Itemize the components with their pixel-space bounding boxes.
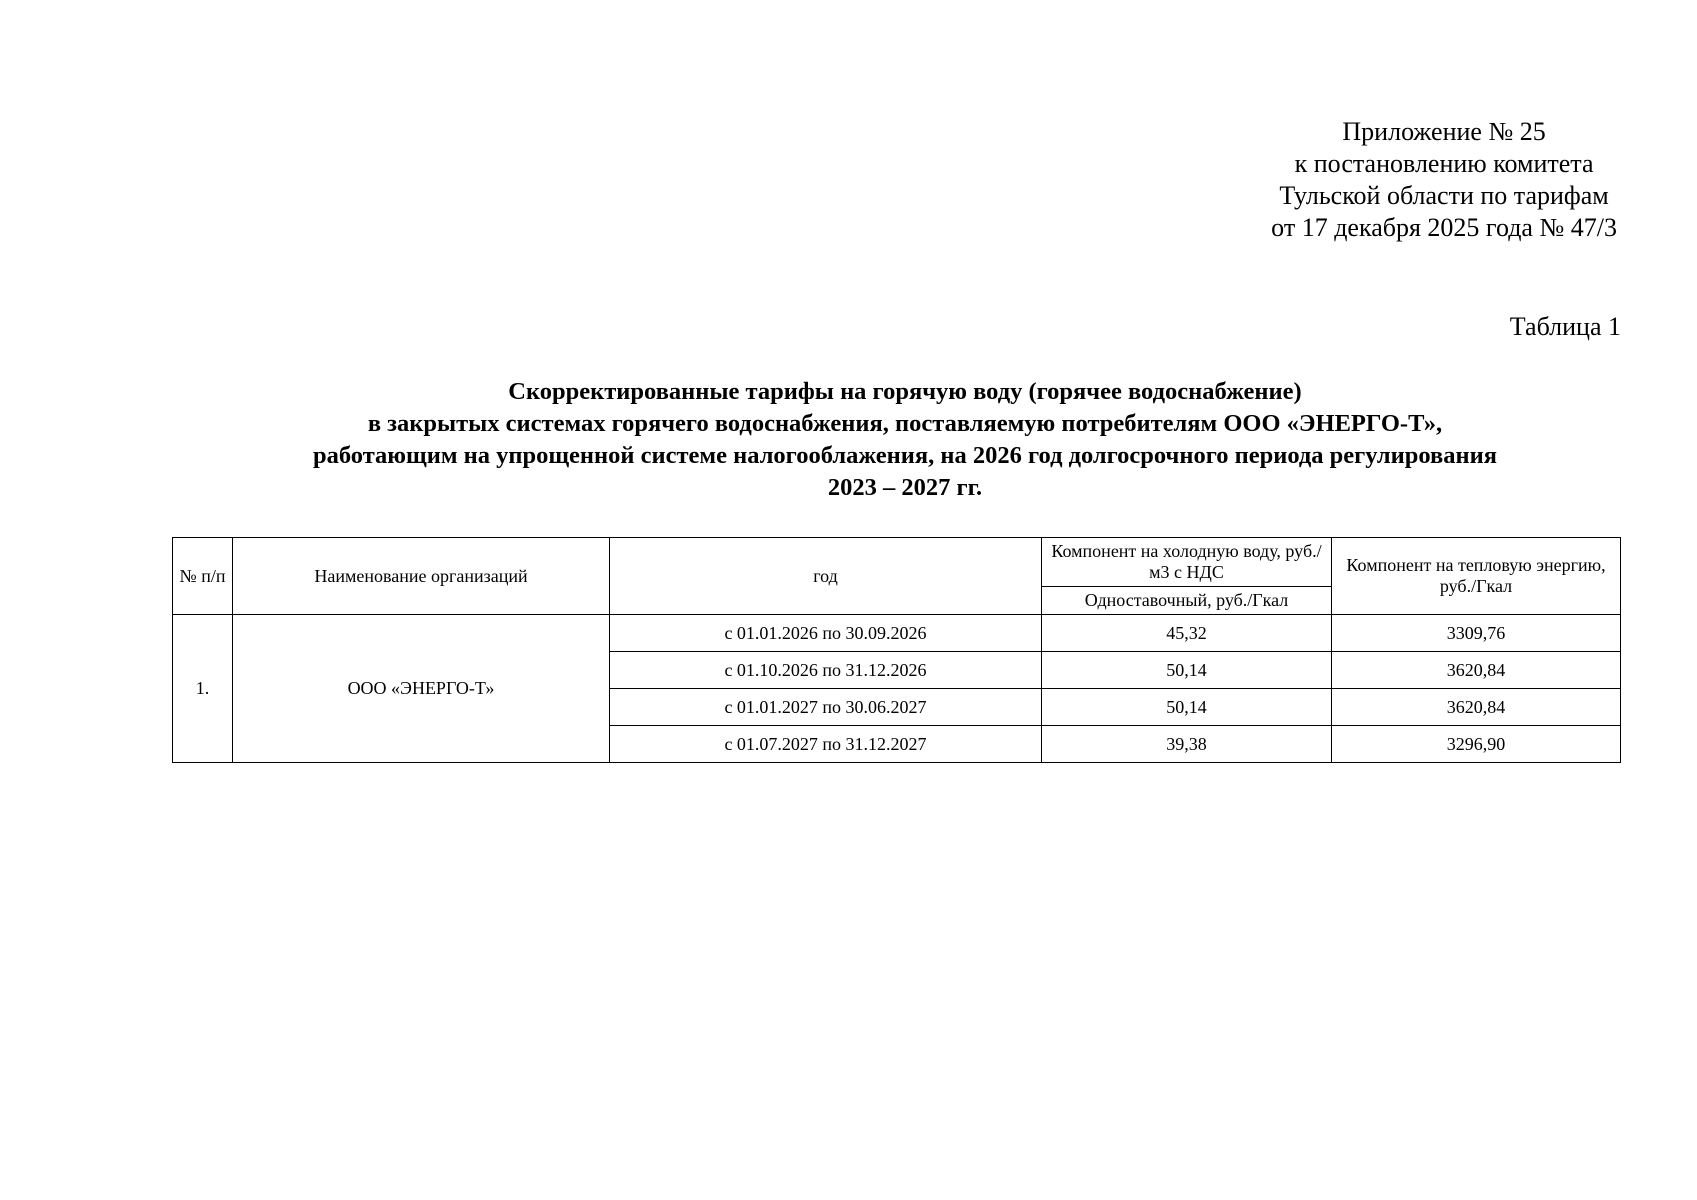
cold-water-cell: 45,32	[1042, 615, 1332, 652]
table-number: Таблица 1	[1509, 312, 1621, 341]
heat-energy-cell: 3309,76	[1332, 615, 1621, 652]
header-num: № п/п	[173, 538, 233, 615]
appendix-line: от 17 декабря 2025 года № 47/3	[1271, 213, 1617, 242]
period-cell: с 01.10.2026 по 31.12.2026	[610, 652, 1042, 689]
header-cold-water-sub: Одноставочный, руб./Гкал	[1042, 587, 1332, 615]
document-title	[160, 376, 1650, 504]
appendix-line: Тульской области по тарифам	[1279, 181, 1609, 210]
period-cell: с 01.01.2027 по 30.06.2027	[610, 689, 1042, 726]
appendix-line: к постановлению комитета	[1294, 149, 1594, 178]
tariff-table	[172, 537, 1621, 763]
row-number: 1.	[173, 615, 233, 763]
title-line: Скорректированные тарифы на горячую воду (горячее водоснабжение)	[508, 378, 1302, 405]
header-organization: Наименование организаций	[233, 538, 610, 615]
heat-energy-cell: 3620,84	[1332, 689, 1621, 726]
header-heat-energy: Компонент на тепловую энергию, руб./Гкал	[1332, 538, 1621, 615]
heat-energy-cell: 3620,84	[1332, 652, 1621, 689]
heat-energy-cell: 3296,90	[1332, 726, 1621, 763]
title-line: работающим на упрощенной системе налогооблажения, на 2026 год долгосрочного периода регулирования	[312, 442, 1498, 469]
cold-water-cell: 50,14	[1042, 689, 1332, 726]
header-cold-water: Компонент на холодную воду, руб./м3 с НДС	[1042, 538, 1332, 587]
title-line: 2023 – 2027 гг.	[827, 474, 983, 501]
appendix-block	[1271, 116, 1617, 244]
appendix-line: Приложение № 25	[1342, 117, 1546, 146]
cold-water-cell: 39,38	[1042, 726, 1332, 763]
table-row	[173, 615, 1621, 652]
cold-water-cell: 50,14	[1042, 652, 1332, 689]
period-cell: с 01.01.2026 по 30.09.2026	[610, 615, 1042, 652]
organization-name: ООО «ЭНЕРГО-Т»	[233, 615, 610, 763]
period-cell: с 01.07.2027 по 31.12.2027	[610, 726, 1042, 763]
header-year: год	[610, 538, 1042, 615]
title-line: в закрытых системах горячего водоснабжения, поставляемую потребителям ООО «ЭНЕРГО-Т»,	[367, 410, 1443, 437]
